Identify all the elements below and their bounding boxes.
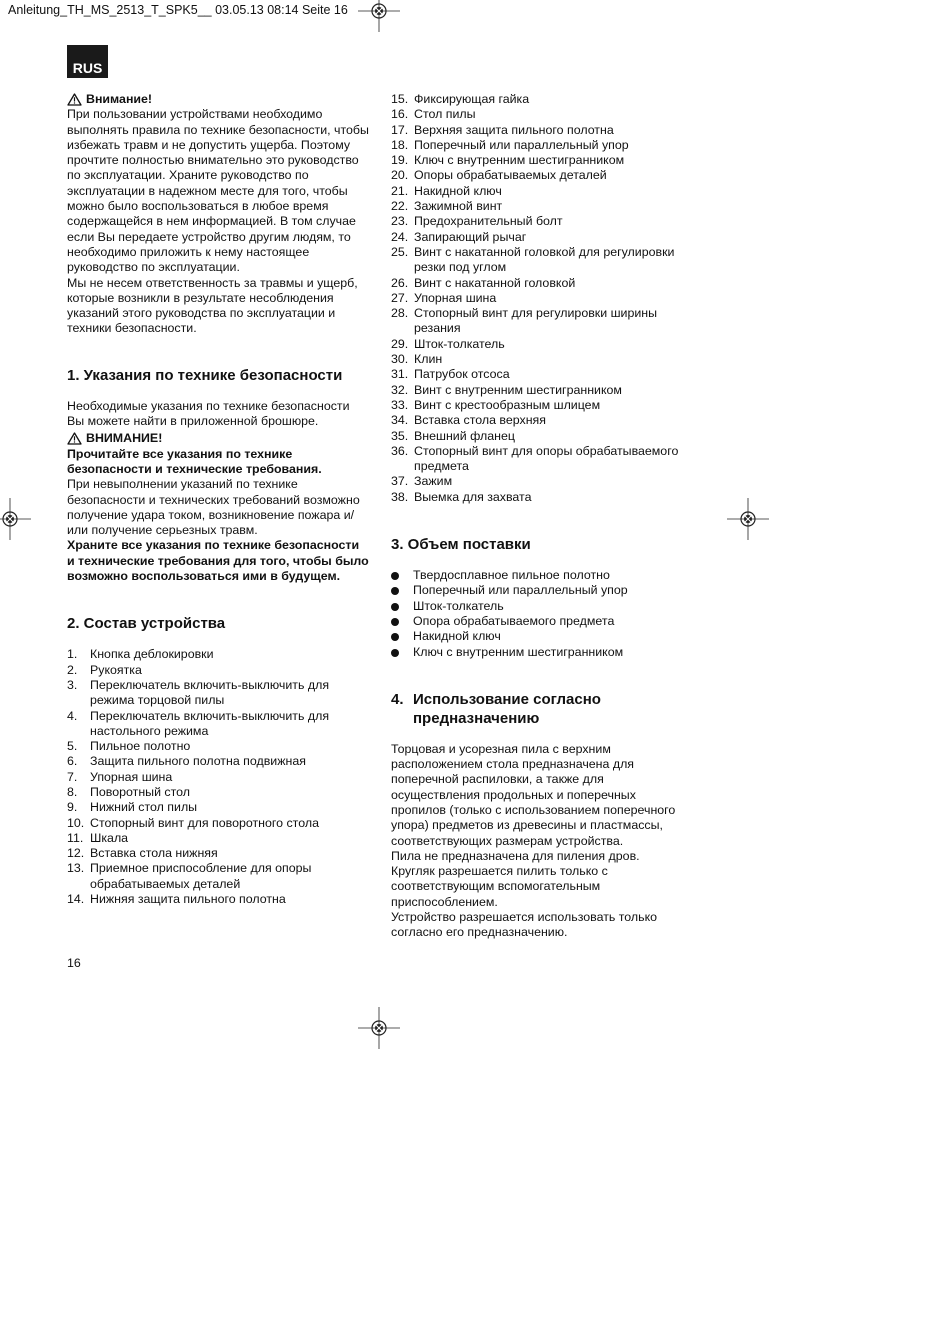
delivery-item-label: Ключ с внутренним шестигранником [413,644,624,659]
parts-list-label: Патрубок отсоса [414,367,510,382]
parts-list-item [391,352,691,367]
parts-list-label: Запирающий рычаг [414,229,527,244]
parts-list-item [67,709,369,740]
parts-list-number: 5. [67,739,78,754]
parts-list-item [67,846,369,861]
parts-list-label: Вставка стола нижняя [90,846,218,861]
parts-list-item [67,770,369,785]
parts-list-number: 18. [391,137,409,152]
warning-heading [67,92,369,107]
parts-list-item [391,153,691,168]
parts-list-item [67,739,369,754]
section-1-warning-title: ВНИМАНИЕ! [86,431,163,446]
parts-list-item [391,184,691,199]
parts-list-left [67,647,369,907]
parts-list-number: 4. [67,708,78,723]
parts-list-label: Переключатель включить-выключить для настольного режима [90,708,330,738]
parts-list-number: 23. [391,214,409,229]
section-1-text-2: При невыполнении указаний по технике безопасности и технических требований возможно получение удара током, возникновение пожара и/или получение серьезных травм. [67,477,360,538]
parts-list-item [67,647,369,662]
parts-list-item [67,816,369,831]
parts-list-number: 37. [391,474,409,489]
section-1-bold-2: Храните все указания по технике безопасности и технические требования для того, чтобы было возможно воспользоваться ими в будущем. [67,538,369,584]
language-badge: RUS [67,45,108,78]
delivery-list [391,568,691,660]
parts-list-item [391,413,691,428]
parts-list-label: Упорная шина [414,290,497,305]
warning-text: При пользовании устройствами необходимо выполнять правила по технике безопасности, чтобы избежать травм и не допустить ущерба. Поэтому прочтите полностью внимательно это руководство по эксплуатации. Храните руководство по эксплуатации в надежном месте для того, чтобы можно было воспользоваться в любое время содержащейся в нем информацией. В том случае если Вы передаете устройство другим людям, то необходимо приложить к нему настоящее руководство по эксплуатации. [67,107,369,275]
parts-list-item [67,754,369,769]
parts-list-label: Нижняя защита пильного полотна [90,892,286,907]
parts-list-label: Защита пильного полотна подвижная [90,754,306,769]
registration-mark-icon [0,498,31,540]
parts-list-number: 34. [391,413,409,428]
parts-list-label: Вставка стола верхняя [414,413,546,428]
delivery-item-label: Опора обрабатываемого предмета [413,613,615,628]
parts-list-item [391,398,691,413]
section-4-title: Использование согласно предназначению [413,690,601,727]
registration-mark-icon [727,498,769,540]
parts-list-number: 6. [67,754,78,769]
parts-list-number: 38. [391,489,409,504]
parts-list-label: Стопорный винт для регулировки ширины резания [414,306,658,336]
bullet-icon [391,568,413,583]
parts-list-item [67,861,369,892]
delivery-item-label: Твердосплавное пильное полотно [413,568,610,583]
parts-list-right [391,92,691,505]
parts-list-number: 30. [391,352,409,367]
parts-list-number: 22. [391,199,409,214]
parts-list-item [391,214,691,229]
delivery-item-label: Накидной ключ [413,629,501,644]
parts-list-item [391,474,691,489]
bullet-icon [391,614,413,629]
parts-list-item [391,306,691,337]
parts-list-number: 15. [391,92,409,106]
right-column [391,92,691,941]
parts-list-label: Зажим [414,474,453,489]
warning-title: Внимание! [86,92,153,106]
parts-list-label: Фиксирующая гайка [414,92,530,106]
parts-list-label: Винт с крестообразным шлицем [414,397,601,412]
parts-list-label: Поворотный стол [90,784,191,799]
parts-list-number: 13. [67,861,85,876]
parts-list-label: Переключатель включить-выключить для режима торцовой пилы [90,677,330,708]
section-4-number: 4. [391,690,404,708]
bullet-icon [391,645,413,660]
parts-list-number: 25. [391,244,409,259]
parts-list-label: Ключ с внутренним шестигранником [414,153,625,168]
parts-list-label: Выемка для захвата [414,489,532,504]
parts-list-item [391,138,691,153]
parts-list-label: Зажимной винт [414,199,503,214]
warning-triangle-icon [67,93,82,106]
parts-list-number: 21. [391,183,409,198]
parts-list-number: 8. [67,784,78,799]
section-4-paragraph-2: Пила не предназначена для пиления дров. [391,848,640,863]
parts-list-label: Шкала [90,830,129,845]
parts-list-item [67,663,369,678]
parts-list-number: 17. [391,122,409,137]
parts-list-item [391,291,691,306]
warning-triangle-icon [67,432,82,445]
parts-list-item [391,337,691,352]
section-2-heading: 2. Состав устройства [67,615,226,633]
section-4-paragraph-4: Устройство разрешается использовать только согласно его предназначению. [391,910,658,940]
parts-list-label: Шток-толкатель [414,336,505,351]
delivery-list-item [391,599,691,614]
parts-list-label: Клин [414,352,443,367]
parts-list-item [391,107,691,122]
parts-list-number: 7. [67,769,78,784]
section-1-text: Необходимые указания по технике безопасности Вы можете найти в приложенной брошюре. [67,398,350,429]
parts-list-number: 29. [391,336,409,351]
section-1-bold-1: Прочитайте все указания по технике безопасности и технические требования. [67,446,322,476]
parts-list-label: Стопорный винт для опоры обрабатываемого предмета [414,443,679,474]
parts-list-label: Накидной ключ [414,183,502,198]
parts-list-item [391,429,691,444]
parts-list-item [391,490,691,505]
parts-list-number: 1. [67,647,78,662]
parts-list-number: 36. [391,443,409,458]
parts-list-label: Приемное приспособление для опоры обрабатываемых деталей [90,861,312,891]
parts-list-number: 24. [391,229,409,244]
parts-list-label: Стол пилы [414,107,476,122]
parts-list-label: Винт с накатанной головкой [414,275,576,290]
parts-list-number: 32. [391,382,409,397]
section-3-heading: 3. Объем поставки [391,536,531,554]
section-4-heading [391,690,691,728]
parts-list-label: Винт с внутренним шестигранником [414,382,622,397]
section-1-heading: 1. Указания по технике безопасности [67,366,343,384]
parts-list-number: 33. [391,397,409,412]
parts-list-number: 28. [391,306,409,321]
parts-list-number: 31. [391,367,409,382]
section-1-warning-heading [67,431,369,446]
parts-list-label: Предохранительный болт [414,214,563,229]
delivery-item-label: Поперечный или параллельный упор [413,583,628,598]
parts-list-item [67,678,369,709]
parts-list-number: 2. [67,662,78,677]
delivery-list-item [391,568,691,583]
parts-list-label: Кнопка деблокировки [90,647,214,662]
parts-list-number: 16. [391,107,409,122]
parts-list-item [391,444,691,475]
parts-list-item [391,230,691,245]
parts-list-item [391,168,691,183]
parts-list-label: Верхняя защита пильного полотна [414,122,614,137]
parts-list-item [67,892,369,907]
parts-list-number: 20. [391,168,409,183]
parts-list-number: 11. [67,830,84,845]
parts-list-item [391,367,691,382]
parts-list-number: 3. [67,677,78,692]
page-number: 16 [67,956,81,970]
parts-list-number: 10. [67,815,85,830]
warning-text-2: Мы не несем ответственность за травмы и ущерб, которые возникли в результате несоблюдения указаний этого руководства по эксплуатации и техники безопасности. [67,275,358,336]
delivery-list-item [391,614,691,629]
parts-list-item [67,785,369,800]
section-4-paragraph-1: Торцовая и усорезная пила с верхним расположением стола предназначена для поперечной распиловки, а также для осуществления продольных и поперечных пропилов (только с использованием поперечного упора) предметов из древесины и пластмассы, соответствующих размерам устройства. [391,741,676,848]
delivery-list-item [391,645,691,660]
parts-list-item [67,831,369,846]
parts-list-number: 9. [67,800,78,815]
registration-mark-icon [358,1007,400,1049]
parts-list-label: Упорная шина [90,769,173,784]
bullet-icon [391,629,413,644]
left-column [67,92,369,907]
parts-list-number: 12. [67,846,85,861]
parts-list-item [391,123,691,138]
parts-list-label: Поперечный или параллельный упор [414,137,629,152]
parts-list-item [67,800,369,815]
parts-list-label: Стопорный винт для поворотного стола [90,815,319,830]
parts-list-label: Нижний стол пилы [90,800,198,815]
parts-list-number: 19. [391,153,409,168]
parts-list-label: Опоры обрабатываемых деталей [414,168,607,183]
delivery-item-label: Шток-толкатель [413,598,504,613]
parts-list-label: Пильное полотно [90,739,191,754]
registration-mark-icon [358,0,400,32]
parts-list-item [391,383,691,398]
delivery-list-item [391,629,691,644]
parts-list-number: 35. [391,428,409,443]
bullet-icon [391,599,413,614]
bullet-icon [391,583,413,598]
parts-list-number: 26. [391,275,409,290]
delivery-list-item [391,583,691,598]
parts-list-number: 14. [67,892,85,907]
parts-list-label: Рукоятка [90,662,142,677]
parts-list-item [391,245,691,276]
file-header-line: Anleitung_TH_MS_2513_T_SPK5__ 03.05.13 08:14 Seite 16 [8,3,348,17]
parts-list-item [391,92,691,107]
parts-list-label: Внешний фланец [414,428,515,443]
section-4-paragraph-3: Кругляк разрешается пилить только с соответствующим вспомогательным приспособлением. [391,864,608,909]
parts-list-label: Винт с накатанной головкой для регулировки резки под углом [414,244,675,275]
parts-list-number: 27. [391,290,409,305]
parts-list-item [391,276,691,291]
parts-list-item [391,199,691,214]
